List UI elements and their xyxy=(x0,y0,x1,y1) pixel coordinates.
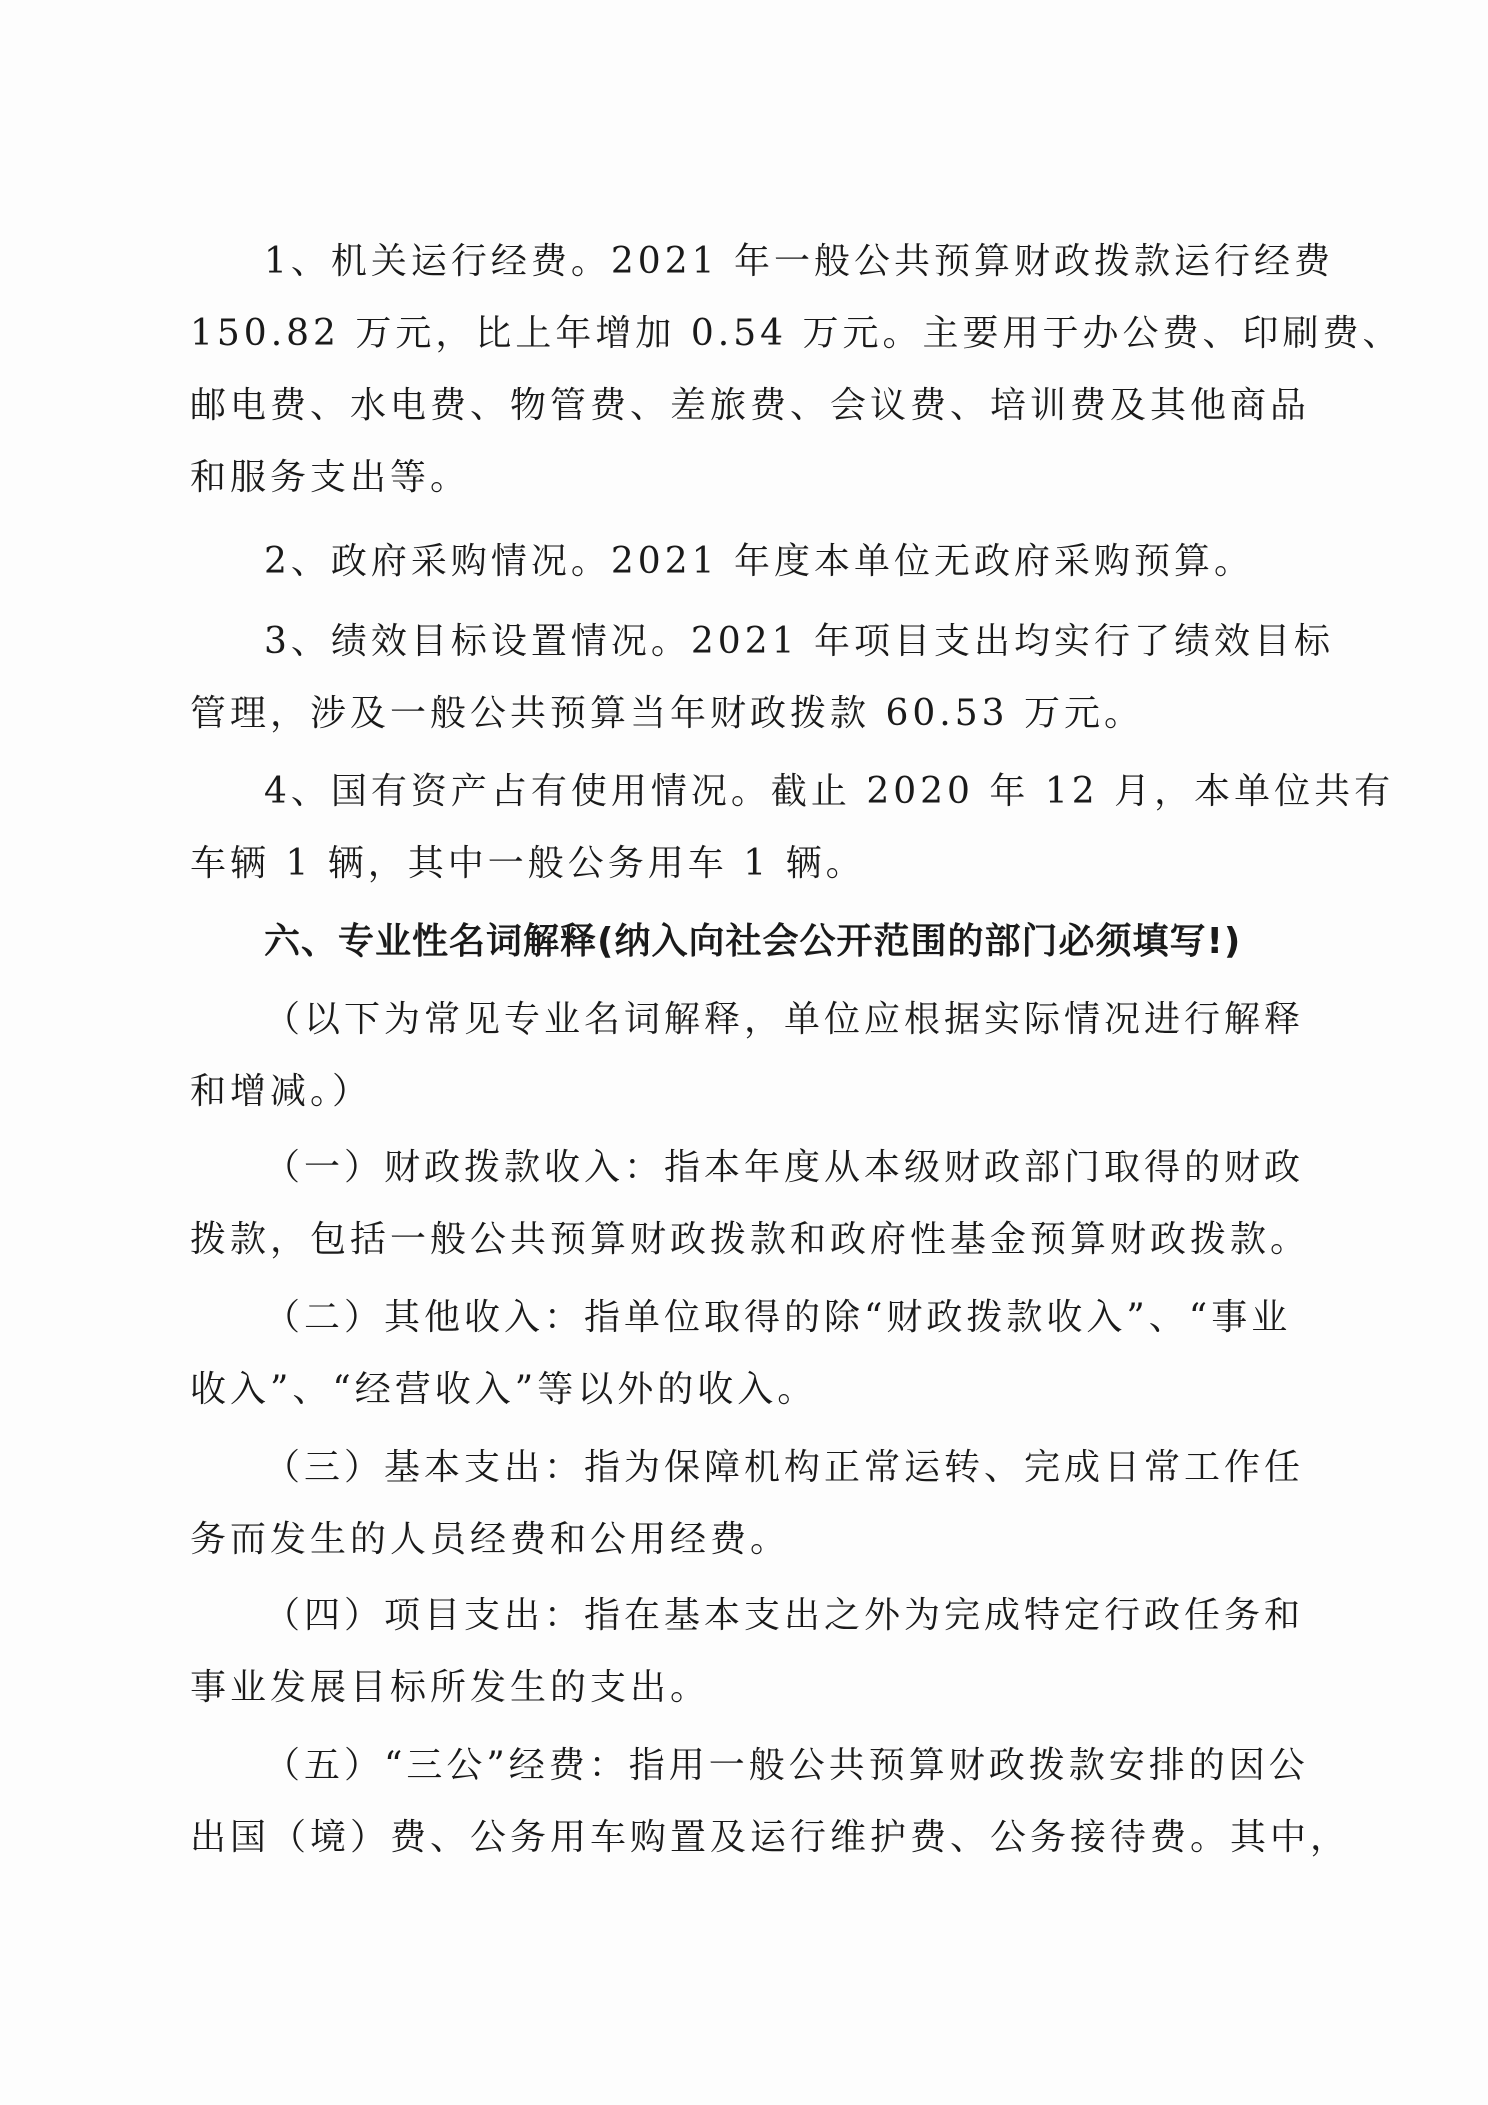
text-line: 车辆 1 辆，其中一般公务用车 1 辆。 xyxy=(190,843,866,884)
paragraph-government-procurement xyxy=(190,526,1270,598)
text-line: 2、政府采购情况。2021 年度本单位无政府采购预算。 xyxy=(264,541,1254,582)
paragraph-basic-expenditure xyxy=(190,1432,1305,1576)
text-line: 和增减。） xyxy=(190,1071,373,1112)
text-line: （二）其他收入：指单位取得的除“财政拨款收入”、“事业 xyxy=(264,1297,1292,1338)
text-line: 4、国有资产占有使用情况。截止 2020 年 12 月，本单位共有 xyxy=(264,771,1395,812)
paragraph-project-expenditure xyxy=(190,1580,1305,1724)
paragraph-state-assets xyxy=(190,756,1395,900)
text-line: 务而发生的人员经费和公用经费。 xyxy=(190,1519,791,1560)
text-line: （以下为常见专业名词解释，单位应根据实际情况进行解释 xyxy=(264,999,1305,1040)
paragraph-operating-expenses xyxy=(190,226,1403,514)
text-line: 邮电费、水电费、物管费、差旅费、会议费、培训费及其他商品 xyxy=(190,385,1311,426)
text-line: 150.82 万元，比上年增加 0.54 万元。主要用于办公费、印刷费、 xyxy=(190,313,1403,354)
text-line: （五）“三公”经费：指用一般公共预算财政拨款安排的因公 xyxy=(264,1745,1309,1786)
section-heading-terminology xyxy=(190,906,1270,978)
text-line: （三）基本支出：指为保障机构正常运转、完成日常工作任 xyxy=(264,1447,1305,1488)
text-line: 3、绩效目标设置情况。2021 年项目支出均实行了绩效目标 xyxy=(264,621,1334,662)
paragraph-fiscal-appropriation-income xyxy=(190,1132,1311,1276)
paragraph-other-income xyxy=(190,1282,1292,1426)
text-line: 和服务支出等。 xyxy=(190,457,471,498)
text-line: （一）财政拨款收入：指本年度从本级财政部门取得的财政 xyxy=(264,1147,1305,1188)
heading-text: 六、专业性名词解释(纳入向社会公开范围的部门必须填写!) xyxy=(264,921,1242,962)
text-line: 出国（境）费、公务用车购置及运行维护费、公务接待费。其中， xyxy=(190,1817,1351,1858)
text-line: 管理，涉及一般公共预算当年财政拨款 60.53 万元。 xyxy=(190,693,1144,734)
paragraph-three-public-expenses xyxy=(190,1730,1351,1874)
text-line: 拨款，包括一般公共预算财政拨款和政府性基金预算财政拨款。 xyxy=(190,1219,1311,1260)
text-line: 1、机关运行经费。2021 年一般公共预算财政拨款运行经费 xyxy=(264,241,1334,282)
text-line: （四）项目支出：指在基本支出之外为完成特定行政任务和 xyxy=(264,1595,1305,1636)
paragraph-performance-targets xyxy=(190,606,1334,750)
text-line: 事业发展目标所发生的支出。 xyxy=(190,1667,711,1708)
text-line: 收入”、“经营收入”等以外的收入。 xyxy=(190,1369,818,1410)
paragraph-terminology-note xyxy=(190,984,1305,1128)
